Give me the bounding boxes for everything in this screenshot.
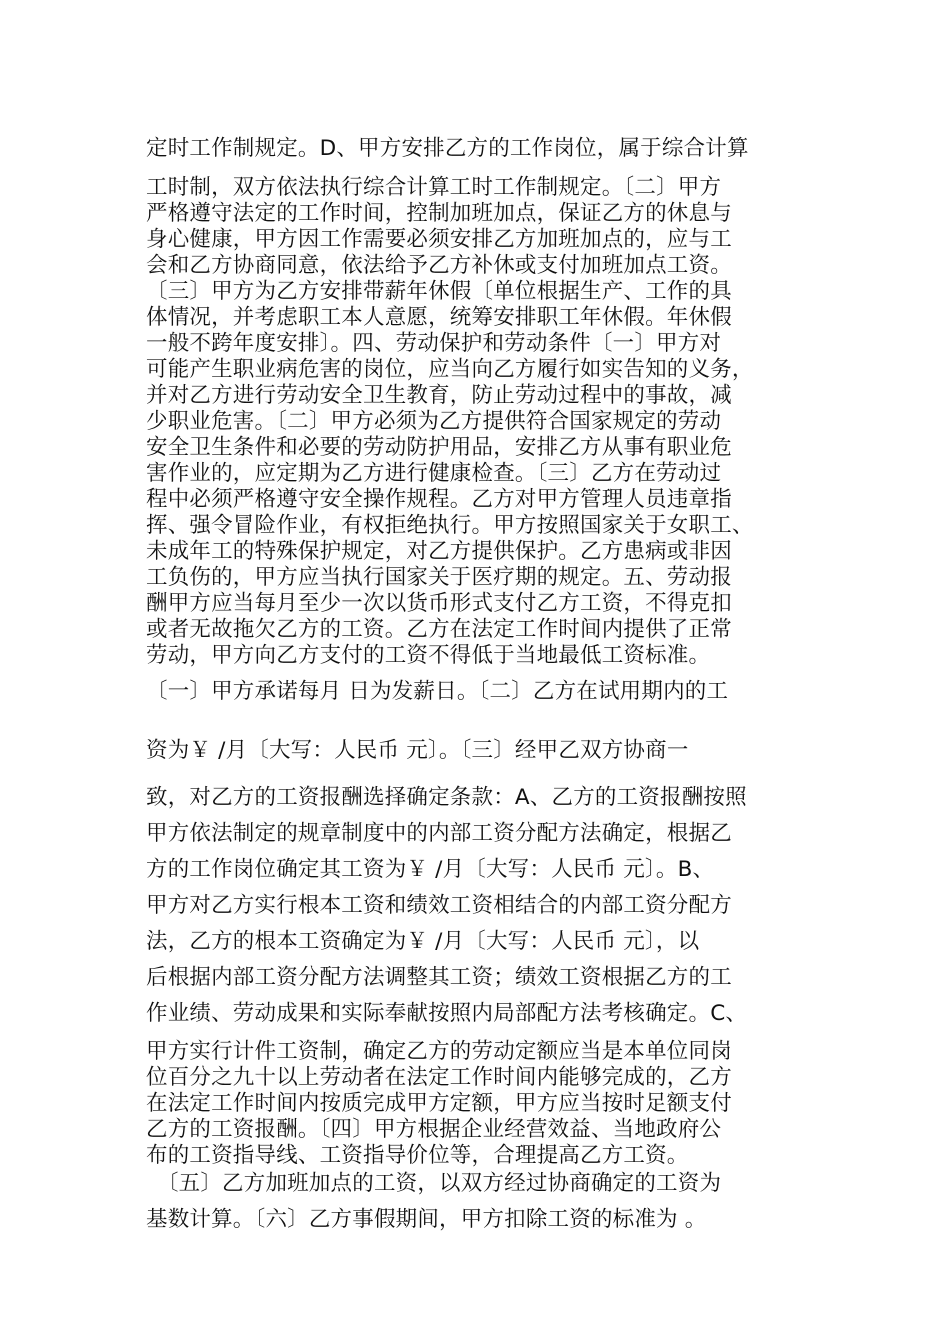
text-line: 会和乙方协商同意，依法给予乙方补休或支付加班加点工资。 bbox=[146, 253, 732, 278]
text-line: 工负伤的，甲方应当执行国家关于医疗期的规定。五、劳动报 bbox=[146, 565, 732, 590]
text-line: 资为￥ /月〔大写：人民币 元〕。〔三〕经甲乙双方协商一 bbox=[146, 738, 689, 763]
text-line: 工时制，双方依法执行综合计算工时工作制规定。〔二〕甲方 bbox=[146, 175, 722, 200]
text-line: 可能产生职业病危害的岗位，应当向乙方履行如实告知的义务， bbox=[146, 357, 754, 382]
text-line: 劳动，甲方向乙方支付的工资不得低于当地最低工资标准。 bbox=[146, 643, 711, 668]
text-line: 〔一〕甲方承诺每月 日为发薪日。〔二〕乙方在试用期内的工 bbox=[146, 679, 729, 704]
text-line: 位百分之九十以上劳动者在法定工作时间内能够完成的，乙方 bbox=[146, 1065, 732, 1090]
text-line: 甲方依法制定的规章制度中的内部工资分配方法确定，根据乙 bbox=[146, 821, 732, 846]
text-line: 或者无故拖欠乙方的工资。乙方在法定工作时间内提供了正常 bbox=[146, 617, 732, 642]
text-line: 一般不跨年度安排〕。四、劳动保护和劳动条件〔一〕甲方对 bbox=[146, 331, 722, 356]
text-line: 害作业的，应定期为乙方进行健康检查。〔三〕乙方在劳动过 bbox=[146, 461, 722, 486]
text-line: 严格遵守法定的工作时间，控制加班加点，保证乙方的休息与 bbox=[146, 201, 732, 226]
text-line: 安全卫生条件和必要的劳动防护用品，安排乙方从事有职业危 bbox=[146, 435, 732, 460]
text-line: 〔三〕甲方为乙方安排带薪年休假〔单位根据生产、工作的具 bbox=[146, 279, 732, 304]
text-line: 体情况，并考虑职工本人意愿，统筹安排职工年休假。年休假 bbox=[146, 305, 732, 330]
text-line: 挥、强令冒险作业，有权拒绝执行。甲方按照国家关于女职工、 bbox=[146, 513, 754, 538]
text-line: 并对乙方进行劳动安全卫生教育，防止劳动过程中的事故，减 bbox=[146, 383, 732, 408]
text-line: 定时工作制规定。D、甲方安排乙方的工作岗位，属于综合计算 bbox=[146, 136, 749, 161]
text-line: 基数计算。〔六〕乙方事假期间，甲方扣除工资的标准为 。 bbox=[146, 1207, 707, 1232]
text-line: 作业绩、劳动成果和实际奉献按照内局部配方法考核确定。C、 bbox=[146, 1001, 748, 1026]
text-line: 乙方的工资报酬。〔四〕甲方根据企业经营效益、当地政府公 bbox=[146, 1117, 722, 1142]
text-line: 程中必须严格遵守安全操作规程。乙方对甲方管理人员违章指 bbox=[146, 487, 732, 512]
text-line: 致，对乙方的工资报酬选择确定条款：A、乙方的工资报酬按照 bbox=[146, 785, 747, 810]
text-line: 布的工资指导线、工资指导价位等，合理提高乙方工资。 bbox=[146, 1143, 689, 1168]
text-line: 法，乙方的根本工资确定为￥ /月〔大写：人民币 元〕，以 bbox=[146, 929, 700, 954]
text-line: 少职业危害。〔二〕甲方必须为乙方提供符合国家规定的劳动 bbox=[146, 409, 722, 434]
text-line: 后根据内部工资分配方法调整其工资；绩效工资根据乙方的工 bbox=[146, 965, 732, 990]
text-line: 方的工作岗位确定其工资为￥ /月〔大写：人民币 元〕。B、 bbox=[146, 857, 715, 882]
text-line: 身心健康，甲方因工作需要必须安排乙方加班加点的，应与工 bbox=[146, 227, 732, 252]
text-line: 在法定工作时间内按质完成甲方定额，甲方应当按时足额支付 bbox=[146, 1091, 732, 1116]
text-line: 〔五〕乙方加班加点的工资，以双方经过协商确定的工资为 bbox=[146, 1171, 722, 1196]
text-line: 甲方对乙方实行根本工资和绩效工资相结合的内部工资分配方 bbox=[146, 893, 732, 918]
text-line: 未成年工的特殊保护规定，对乙方提供保护。乙方患病或非因 bbox=[146, 539, 732, 564]
text-line: 甲方实行计件工资制，确定乙方的劳动定额应当是本单位同岗 bbox=[146, 1039, 732, 1064]
text-line: 酬甲方应当每月至少一次以货币形式支付乙方工资，不得克扣 bbox=[146, 591, 732, 616]
